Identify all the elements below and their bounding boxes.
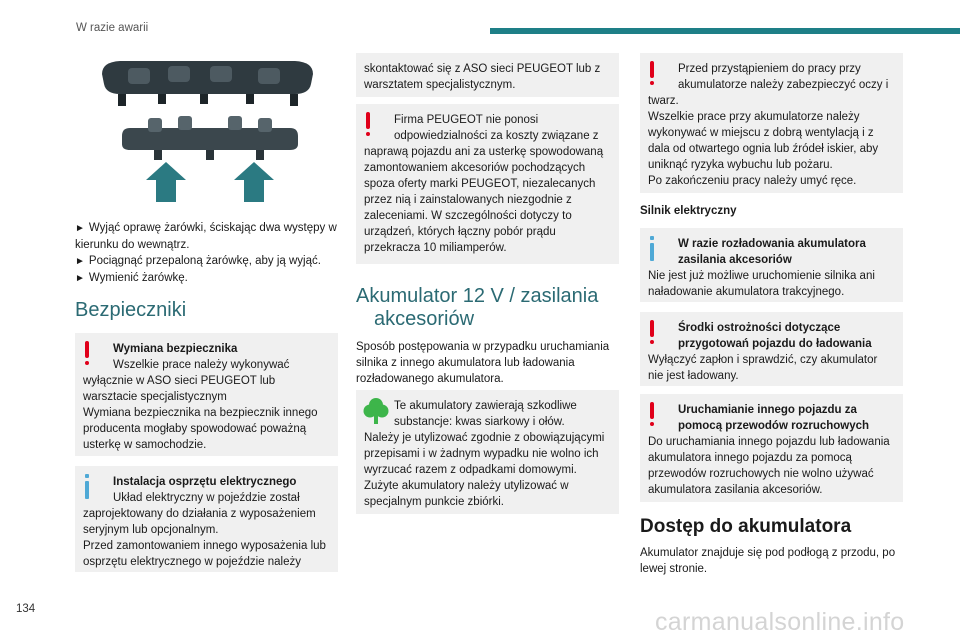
- header-accent-bar: [490, 28, 960, 34]
- warning-box-liability: Firma PEUGEOT nie ponosi odpowiedzialności za koszty związane z naprawą pojazdu ani za usterkę spowodowaną zamontowaniem akcesoriów pochodzących spoza oferty marki PEUGEOT, niezalecanych przez nią i zainstalowanych niezgodnie z zaleceniami. W szczególności dotyczy to urządzeń, których łączny pobór prądu przekracza 10 miliamperów.: [356, 104, 619, 264]
- warning-icon: [648, 320, 656, 345]
- list-item: ► Wyjąć oprawę żarówki, ściskając dwa występy w kierunku do wewnątrz.: [75, 222, 337, 251]
- page-number: 134: [16, 603, 36, 615]
- running-header: W razie awarii: [76, 22, 149, 34]
- info-icon: [83, 474, 91, 499]
- warning-box-battery-safety: Przed przystąpieniem do pracy przy akumulatorze należy zabezpieczyć oczy i twarz. Wszelkie prace przy akumulatorze należy wykonywać w miejscu z dobrą wentylacją i z dala od otwartego ognia lub źródeł iskier, aby uniknąć ryzyka wybuchu lub pożaru. Po zakończeniu pracy należy umyć ręce.: [640, 53, 903, 193]
- section-heading-fuses: Bezpieczniki: [75, 299, 187, 321]
- arrow-bullet-icon: ►: [75, 223, 85, 234]
- warning-icon: [648, 402, 656, 427]
- warning-box-charging-precautions: Środki ostrożności dotyczące przygotowań pojazdu do ładowania Wyłączyć zapłon i sprawdzić, czy akumulator nie jest ładowany.: [640, 312, 903, 386]
- info-box-electrical-accessories: Instalacja osprzętu elektrycznego Układ elektryczny w pojeździe został zaprojektowany do działania z wyposażeniem seryjnym lub opcjonalnym. Przed zamontowaniem innego wyposażenia lub osprzętu elektrycznego w pojeździe należy: [75, 466, 338, 572]
- arrow-bullet-icon: ►: [75, 256, 85, 267]
- list-item: ► Wymienić żarówkę.: [75, 272, 188, 284]
- battery-intro: Sposób postępowania w przypadku uruchamiania silnika z innego akumulatora lub ładowania rozładowanego akumulatora.: [356, 341, 610, 385]
- section-heading-battery: Akumulator 12 V / zasilania akcesoriów: [356, 285, 599, 330]
- continued-box: skontaktować się z ASO sieci PEUGEOT lub z warsztatem specjalistycznym.: [356, 53, 619, 97]
- eco-tree-icon: [363, 397, 389, 425]
- warning-box-jump-start: Uruchamianie innego pojazdu za pomocą przewodów rozruchowych Do uruchamiania innego pojazdu lub ładowania akumulatora innego pojazdu za pomocą przewodów rozruchowych nie wolno używać akumulatora zasilania akcesoriów.: [640, 394, 903, 502]
- battery-access-text: Akumulator znajduje się pod podłogą z przodu, po lewej stronie.: [640, 547, 896, 575]
- info-icon: [648, 236, 656, 261]
- bulb-holder-illustration: [90, 52, 325, 207]
- info-box-discharged-battery: W razie rozładowania akumulatora zasilania akcesoriów Nie jest już możliwe uruchomienie silnika ani naładowanie akumulatora trakcyjnego.: [640, 228, 903, 302]
- warning-icon: [648, 61, 656, 86]
- list-item: ► Pociągnąć przepaloną żarówkę, aby ją wyjąć.: [75, 255, 321, 267]
- eco-box-battery-disposal: Te akumulatory zawierają szkodliwe substancje: kwas siarkowy i ołów. Należy je utylizować zgodnie z obowiązującymi przepisami i w żadnym wypadku nie wolno ich wyrzucać razem z odpadkami domowymi. Zużyte akumulatory należy utylizować w specjalnym punkcie zbiórki.: [356, 390, 619, 514]
- warning-icon: [364, 112, 372, 137]
- subheading-electric-motor: Silnik elektryczny: [640, 205, 737, 217]
- watermark: carmanualsonline.info: [655, 608, 905, 636]
- warning-icon: [83, 341, 91, 366]
- section-heading-battery-access: Dostęp do akumulatora: [640, 516, 852, 537]
- procedure-steps: [75, 220, 340, 287]
- arrow-bullet-icon: ►: [75, 273, 85, 284]
- warning-box-fuse-replacement: Wymiana bezpiecznika Wszelkie prace należy wykonywać wyłącznie w ASO sieci PEUGEOT lub warsztacie specjalistycznym Wymiana bezpiecznika na bezpiecznik innego producenta mogłaby spowodować poważną usterkę w samochodzie.: [75, 333, 338, 456]
